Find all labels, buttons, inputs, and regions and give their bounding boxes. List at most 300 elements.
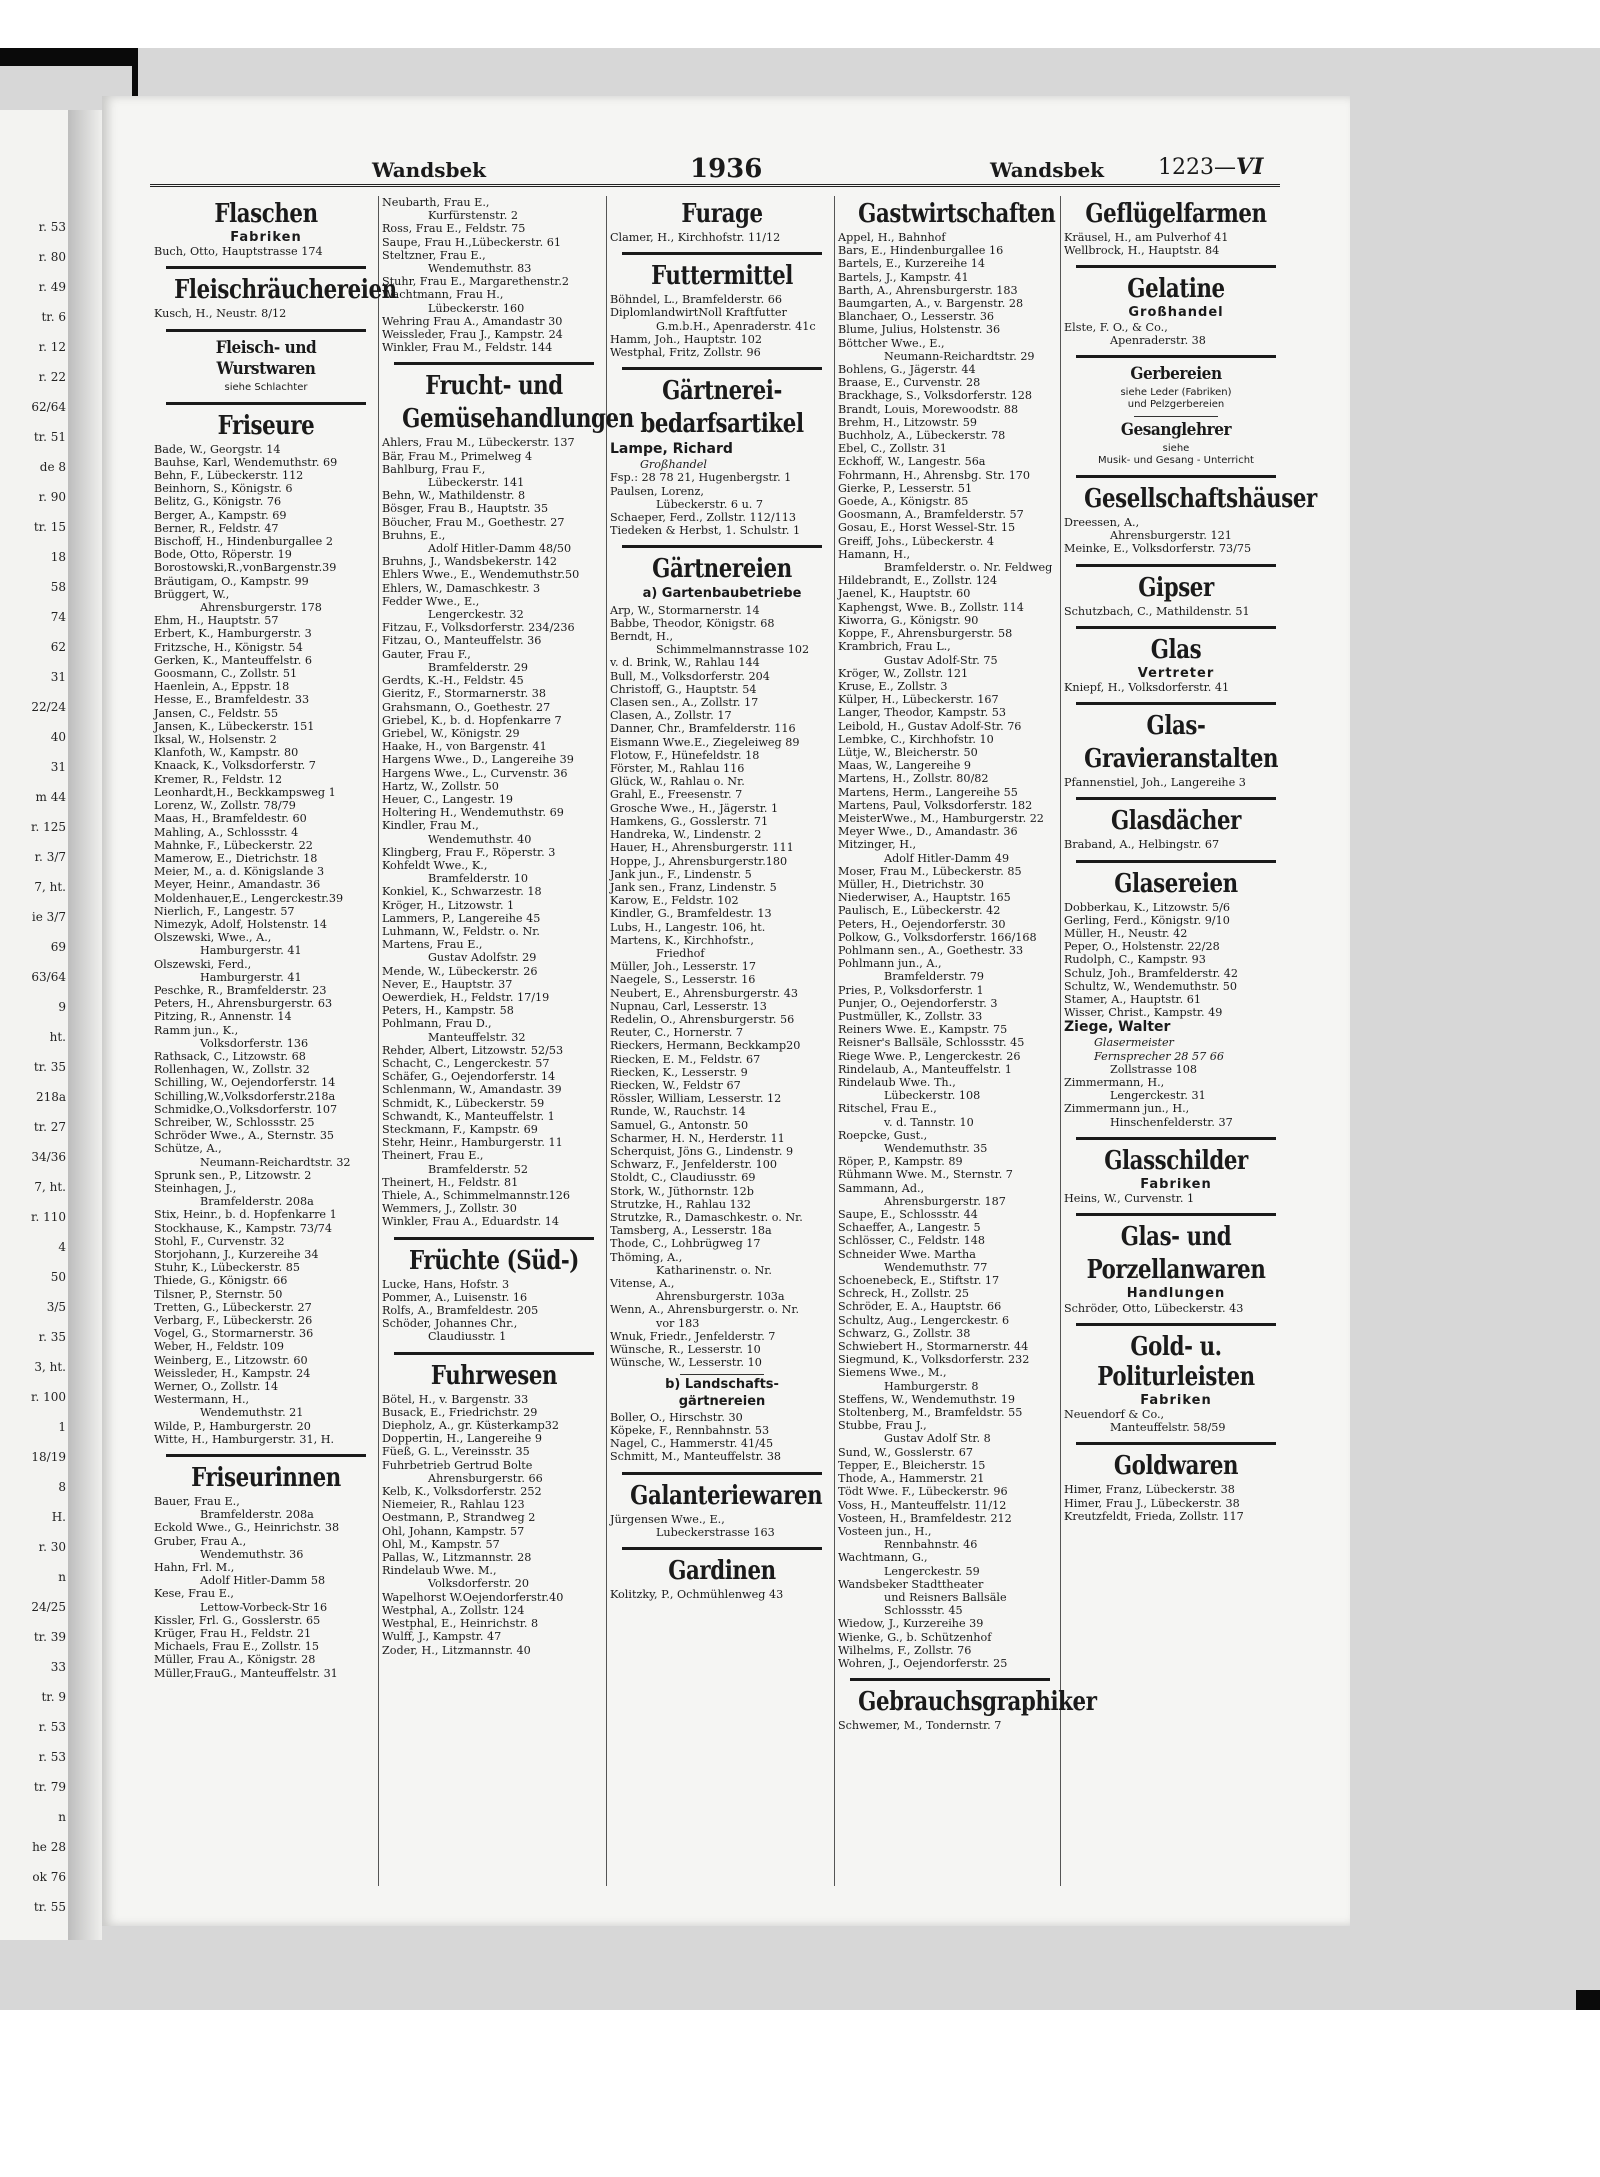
directory-entry: Riecken, W., Feldstr 67 [610,1078,741,1092]
left-page-text-fragment: 69 [50,940,66,954]
directory-entry: Peschke, R., Bramfelderstr. 23 [154,983,327,997]
directory-entry: Nimezyk, Adolf, Holstenstr. 14 [154,917,327,931]
left-page-text-fragment: 18 [50,550,66,564]
category-heading: Gebrauchsgraphiker [858,1687,1097,1718]
directory-entry: Reisner's Ballsäle, Schlossstr. 45 [838,1036,1025,1050]
section-rule [394,1352,594,1355]
directory-entry: Gerken, K., Manteuffelstr. 6 [154,653,313,667]
category-heading: Gärtnerei- [662,376,782,407]
entry-continuation: Bramfelderstr. o. Nr. Feldweg [884,561,1053,575]
directory-entry: Hargens Wwe., L., Curvenstr. 36 [382,766,568,780]
left-page-text-fragment: 50 [50,1270,66,1284]
directory-entry: Heins, W., Curvenstr. 1 [1064,1192,1195,1206]
entry-continuation: G.m.b.H., Apenraderstr. 41c [656,319,816,333]
directory-entry: Thode, C., Lohbrügweg 17 [610,1237,761,1251]
directory-entry: Pohlmann sen., A., Goethestr. 33 [838,943,1024,957]
directory-entry: Schoenebeck, E., Stiftstr. 17 [838,1274,1000,1288]
directory-entry: Wapelhorst W.Oejendorferstr.40 [382,1590,564,1604]
directory-entry: Pitzing, R., Annenstr. 14 [154,1010,292,1024]
directory-entry: Stuhr, K., Lübeckerstr. 85 [154,1261,300,1275]
left-page-text-fragment: r. 30 [38,1540,66,1554]
header-city-left: Wandsbek [372,158,487,182]
directory-entry: Oestmann, P., Strandweg 2 [382,1511,536,1525]
directory-entry: Reuter, C., Hornerstr. 7 [610,1026,744,1040]
directory-entry: Zoder, H., Litzmannstr. 40 [382,1643,531,1657]
directory-entry: Weber, H., Feldstr. 109 [154,1340,284,1354]
directory-entry: Iksal, W., Holsenstr. 2 [154,733,277,747]
directory-entry: Nagel, C., Hammerstr. 41/45 [610,1437,774,1451]
directory-entry: Brehm, H., Litzowstr. 59 [838,415,977,429]
directory-entry: Böttcher Wwe., E., [838,336,945,350]
section-rule [166,266,366,269]
directory-entry: Kruse, E., Zollstr. 3 [838,679,948,693]
directory-entry: Glück, W., Rahlau o. Nr. [610,775,745,789]
entry-continuation: Lübeckerstr. 6 u. 7 [656,497,764,511]
directory-entry: Siegmund, K., Volksdorferstr. 232 [838,1353,1030,1367]
entry-continuation: Bramfelderstr. 10 [428,872,529,886]
left-page-text-fragment: 8 [58,1480,66,1494]
page-number: 1223— [1158,155,1236,180]
directory-entry: Mitzinger, H., [838,838,917,852]
category-heading: Porzellanwaren [1086,1255,1266,1286]
directory-entry: Schwarz, G., Zollstr. 38 [838,1326,971,1340]
directory-entry: Goede, A., Königstr. 85 [838,495,969,509]
directory-entry: Scharmer, H. N., Herderstr. 11 [610,1131,785,1145]
left-page-text-fragment: 33 [50,1660,66,1674]
directory-entry: Schacht, C., Lengerckestr. 57 [382,1056,550,1070]
directory-entry: Mahnke, F., Lübeckerstr. 22 [154,838,313,852]
directory-entry: Paulisch, E., Lübeckerstr. 42 [838,904,1001,918]
minor-rule [680,1374,764,1375]
directory-entry: Wellbrock, H., Hauptstr. 84 [1064,244,1220,258]
directory-entry: Roepcke, Gust., [838,1128,928,1142]
advertiser-detail: Großhandel [640,458,707,472]
directory-entry: Fedder Wwe., E., [382,594,480,608]
directory-entry: Nierlich, F., Langestr. 57 [154,904,295,918]
cross-reference: und Pelzgerbereien [1127,399,1225,411]
left-page-text-fragment: 31 [50,760,66,774]
directory-entry: Ehlers Wwe., E., Wendemuthstr.50 [382,568,580,582]
directory-entry: Erbert, K., Hamburgerstr. 3 [154,627,312,641]
left-page-text-fragment: H. [51,1510,66,1524]
category-heading: Gemüsehandlungen [402,404,634,435]
directory-entry: Wnuk, Friedr., Jenfelderstr. 7 [610,1329,776,1343]
entry-continuation: Lübeckerstr. 108 [884,1089,981,1103]
section-rule [1076,797,1276,800]
category-heading: Gold- u. Politurleisten [1097,1331,1255,1392]
directory-entry: Tamsberg, A., Lesserstr. 18a [610,1224,772,1238]
directory-entry: Polkow, G., Volksdorferstr. 166/168 [838,930,1037,944]
directory-entry: Koppe, F., Ahrensburgerstr. 58 [838,627,1013,641]
cross-reference: Musik- und Gesang - Unterricht [1098,455,1254,467]
left-page-text-fragment: 7, ht. [34,880,66,894]
directory-entry: Saupe, E., Schlossstr. 44 [838,1208,978,1222]
directory-entry: Babbe, Theodor, Königstr. 68 [610,616,775,630]
directory-entry: Fuhrbetrieb Gertrud Bolte [382,1458,533,1472]
left-page-text-fragment: m 44 [35,790,66,804]
section-rule [622,252,822,255]
directory-entry: Kolitzky, P., Ochmühlenweg 43 [610,1588,784,1602]
directory-entry: Mamerow, E., Dietrichstr. 18 [154,851,318,865]
category-heading: Gardinen [668,1556,776,1587]
directory-entry: Schmidt, K., Lübeckerstr. 59 [382,1096,545,1110]
directory-entry: Wenn, A., Ahrensburgerstr. o. Nr. [610,1303,800,1317]
left-page-text-fragment: 58 [50,580,66,594]
left-page-text-fragment: tr. 27 [33,1120,66,1134]
directory-entry: Knaack, K., Volksdorferstr. 7 [154,759,316,773]
section-rule [1076,860,1276,863]
category-heading: Gerbereien [1130,364,1222,385]
directory-entry: Steffens, W., Wendemuthstr. 19 [838,1392,1016,1406]
entry-continuation: Apenraderstr. 38 [1110,333,1206,347]
directory-entry: Grahl, E., Freesenstr. 7 [610,788,743,802]
section-rule [1076,475,1276,478]
directory-entry: Stubbe, Frau J., [838,1419,927,1433]
section-heading: a) Gartenbaubetriebe [642,586,802,602]
directory-page [102,96,1350,1926]
category-heading: Glasschilder [1104,1145,1248,1176]
entry-continuation: Manteuffelstr. 58/59 [1110,1421,1226,1435]
directory-entry: Rudolph, C., Kampstr. 93 [1064,953,1206,967]
directory-entry: Peters, H., Oejendorferstr. 30 [838,917,1006,931]
directory-entry: Flotow, F., Hünefeldstr. 18 [610,748,760,762]
left-page-text-fragment: tr. 55 [33,1900,66,1914]
entry-continuation: Lengerckestr. 32 [428,608,524,622]
directory-entry: Meyer, Heinr., Amandastr. 36 [154,878,321,892]
directory-entry: Schultz, Aug., Lengerckestr. 6 [838,1313,1010,1327]
section-rule [1076,1442,1276,1445]
directory-entry: Martens, Paul, Volksdorferstr. 182 [838,798,1033,812]
category-heading: Glasdächer [1110,806,1242,837]
directory-entry: Kaphengst, Wwe. B., Zollstr. 114 [838,600,1024,614]
directory-entry: Lammers, P., Langereihe 45 [382,911,541,925]
directory-entry: Wünsche, R., Lesserstr. 10 [610,1343,761,1357]
left-page-text-fragment: r. 100 [31,1390,66,1404]
section-rule [622,367,822,370]
entry-continuation: Gustav Adolfstr. 29 [428,951,537,965]
directory-entry: Hildebrandt, E., Zollstr. 124 [838,574,998,588]
directory-entry: Punjer, O., Oejendorferstr. 3 [838,996,998,1010]
directory-entry: Westphal, E., Heinrichstr. 8 [382,1617,539,1631]
directory-entry: Behn, F., Lübeckerstr. 112 [154,469,304,483]
left-page-text-fragment: 218a [35,1090,66,1104]
directory-entry: Christoff, G., Hauptstr. 54 [610,682,757,696]
directory-entry: Rindelaub Wwe. M., [382,1564,497,1578]
left-page-text-fragment: 22/24 [31,700,66,714]
directory-entry: Never, E., Hauptstr. 37 [382,977,513,991]
directory-entry: Nupnau, Carl, Lesserstr. 13 [610,999,767,1013]
entry-continuation: Ahrensburgerstr. 187 [884,1194,1006,1208]
directory-entry: Pohlmann jun., A., [838,957,942,971]
section-rule [1076,1323,1276,1326]
entry-continuation: Bramfelderstr. 208a [200,1195,314,1209]
category-heading: Gesanglehrer [1120,420,1232,441]
directory-entry: Steinhagen, J., [154,1181,237,1195]
directory-entry: Karow, E., Feldstr. 102 [610,894,739,908]
left-page-text-fragment: he 28 [32,1840,66,1854]
directory-entry: Wandsbeker Stadttheater [838,1577,984,1591]
column-1 [154,196,397,1886]
directory-entry: Berndt, H., [610,630,674,644]
advertiser-detail: Glasermeister [1094,1036,1174,1050]
directory-entry: Oewerdiek, H., Feldstr. 17/19 [382,990,550,1004]
directory-entry: Schäfer, G., Oejendorferstr. 14 [382,1070,556,1084]
directory-entry: DiplomlandwirtNoll Kraftfutter [610,306,787,320]
left-page-text-fragment: 62/64 [31,400,66,414]
entry-continuation: Wendemuthstr. 77 [884,1260,988,1274]
entry-continuation: Wendemuthstr. 83 [428,262,532,276]
directory-entry: Blanchaer, O., Lesserstr. 36 [838,310,995,324]
directory-entry: Steltzner, Frau E., [382,248,486,262]
directory-entry: Maas, W., Langereihe 9 [838,759,971,773]
directory-entry: Berger, A., Kampstr. 69 [154,508,287,522]
directory-entry: Kreutzfeldt, Frieda, Zollstr. 117 [1064,1509,1244,1523]
entry-continuation: Volksdorferstr. 136 [200,1036,309,1050]
directory-entry: Doppertin, H., Langereihe 9 [382,1432,542,1446]
entry-continuation: Gustav Adolf-Str. 75 [884,653,998,667]
directory-entry: Voss, H., Manteuffelstr. 11/12 [838,1498,1007,1512]
directory-entry: Weinberg, E., Litzowstr. 60 [154,1353,308,1367]
category-subheading: Großhandel [1128,305,1224,321]
directory-entry: Stuhr, Frau E., Margarethenstr.2 [382,275,570,289]
category-heading: Gärtnereien [652,554,792,585]
entry-continuation: Neumann-Reichardtstr. 32 [200,1155,351,1169]
left-page-text-fragment: 7, ht. [34,1180,66,1194]
directory-entry: Fitzau, F., Volksdorferstr. 234/236 [382,621,575,635]
directory-entry: Martens, Frau E., [382,938,483,952]
entry-continuation: Lubeckerstrasse 163 [656,1525,775,1539]
directory-entry: Thiele, A., Schimmelmannstr.126 [382,1189,571,1203]
left-page-text-fragment: 62 [50,640,66,654]
directory-entry: Busack, E., Friedrichstr. 29 [382,1405,538,1419]
directory-entry: Holtering H., Wendemuthstr. 69 [382,806,564,820]
left-page-text-fragment: r. 3/7 [34,850,66,864]
section-rule [394,1237,594,1240]
advertiser-name: Lampe, Richard [610,441,733,458]
directory-entry: Pommer, A., Luisenstr. 16 [382,1290,528,1304]
directory-entry: Gierke, P., Lesserstr. 51 [838,481,973,495]
section-rule [622,1547,822,1550]
directory-entry: Berner, R., Feldstr. 47 [154,521,279,535]
directory-entry: Diepholz, A., gr. Küsterkamp32 [382,1419,559,1433]
directory-entry: Peper, O., Holstenstr. 22/28 [1064,940,1220,954]
directory-entry: Kissler, Frl. G., Gosslerstr. 65 [154,1613,321,1627]
directory-entry: Martens, K., Kirchhofstr., [610,933,754,947]
directory-entry: Kniepf, H., Volksdorferstr. 41 [1064,681,1230,695]
category-heading: Furage [681,199,763,229]
directory-entry: Rössler, William, Lesserstr. 12 [610,1092,782,1106]
directory-entry: Danner, Chr., Bramfelderstr. 116 [610,722,796,736]
directory-entry: Bär, Frau M., Primelweg 4 [382,449,533,463]
directory-entry: Jank sen., Franz, Lindenstr. 5 [610,880,777,894]
directory-entry: Bischoff, H., Hindenburgallee 2 [154,535,333,549]
directory-entry: Schröder, Otto, Lübeckerstr. 43 [1064,1301,1244,1315]
directory-entry: Schwarz, F., Jenfelderstr. 100 [610,1158,778,1172]
left-page-text-fragment: 34/36 [31,1150,66,1164]
category-heading: Frucht- und [425,371,563,402]
left-page-text-fragment: r. 53 [38,1750,66,1764]
directory-entry: Klingberg, Frau F., Röperstr. 3 [382,845,556,859]
entry-continuation: Hamburgerstr. 41 [200,970,302,984]
entry-continuation: v. d. Tannstr. 10 [884,1115,974,1129]
section-rule [1076,265,1276,268]
directory-entry: Moser, Frau M., Lübeckerstr. 85 [838,864,1022,878]
category-heading: Friseurinnen [191,1463,341,1494]
left-page-text-fragment: tr. 9 [41,1690,66,1704]
directory-entry: Bahlburg, Frau F., [382,462,486,476]
directory-entry: Olszewski, Wwe., A., [154,931,272,945]
directory-entry: Bötel, H., v. Bargenstr. 33 [382,1392,529,1406]
directory-entry: Wohren, J., Oejendorferstr. 25 [838,1656,1008,1670]
directory-entry: Goosmann, C., Zollstr. 51 [154,667,298,681]
directory-entry: Ehlers, W., Damaschkestr. 3 [382,581,541,595]
directory-entry: Schulz, Joh., Bramfelderstr. 42 [1064,966,1239,980]
directory-entry: Schröder, E. A., Hauptstr. 66 [838,1300,1002,1314]
entry-continuation: Wendemuthstr. 21 [200,1406,304,1420]
directory-entry: Schütze, A., [154,1142,222,1156]
section-rule [622,1472,822,1475]
directory-entry: Sammann, Ad., [838,1181,925,1195]
directory-entry: Förster, M., Rahlau 116 [610,762,745,776]
directory-entry: Eckhoff, W., Langestr. 56a [838,455,986,469]
directory-entry: Brackhage, S., Volksdorferstr. 128 [838,389,1033,403]
directory-entry: Kindler, Frau M., [382,819,479,833]
directory-entry: Stehr, Heinr., Hamburgerstr. 11 [382,1136,563,1150]
left-page-text-fragment: 1 [58,1420,66,1434]
directory-entry: Brüggert, W., [154,587,230,601]
entry-continuation: Lettow-Vorbeck-Str 16 [200,1600,328,1614]
directory-entry: Eismann Wwe.E., Ziegeleiweg 89 [610,735,800,749]
left-page-text-fragment: ok 76 [32,1870,66,1884]
category-heading: bedarfsartikel [640,409,804,440]
category-heading: Gelatine [1127,274,1225,305]
directory-entry: Sprunk sen., P., Litzowstr. 2 [154,1168,312,1182]
directory-entry: Füeß, G. L., Vereinsstr. 35 [382,1445,530,1459]
directory-entry: Buchholz, A., Lübeckerstr. 78 [838,429,1006,443]
left-page-text-fragment: tr. 6 [41,310,66,324]
directory-entry: Wiedow, J., Kurzereihe 39 [838,1617,984,1631]
directory-entry: Pries, P., Volksdorferstr. 1 [838,983,984,997]
directory-entry: Beinhorn, S., Königstr. 6 [154,482,293,496]
entry-continuation: Schlossstr. 45 [884,1604,963,1618]
entry-continuation: Lengerckestr. 31 [1110,1089,1206,1103]
directory-entry: Wehring Frau A., Amandastr 30 [382,314,563,328]
header-city-right: Wandsbek [990,158,1105,182]
section-rule [166,329,366,332]
directory-entry: Schilling, W., Oejendorferstr. 14 [154,1076,336,1090]
directory-entry: Fitzau, O., Manteuffelstr. 36 [382,634,542,648]
directory-entry: Wienke, G., b. Schützenhof [838,1630,992,1644]
directory-entry: Scherquist, Jöns G., Lindenstr. 9 [610,1144,794,1158]
cross-reference: siehe Leder (Fabriken) [1120,387,1232,399]
directory-entry: Rühmann Wwe. M., Sternstr. 7 [838,1168,1013,1182]
directory-entry: Eckold Wwe., G., Heinrichstr. 38 [154,1521,340,1535]
column-4 [838,196,1097,1886]
directory-entry: Stohl, F., Curvenstr. 32 [154,1234,285,1248]
directory-entry: Schreiber, W., Schlossstr. 25 [154,1115,315,1129]
directory-entry: Mende, W., Lübeckerstr. 26 [382,964,538,978]
directory-entry: Köpeke, F., Rennbahnstr. 53 [610,1424,770,1438]
directory-entry: Elste, F. O., & Co., [1064,320,1168,334]
directory-entry: Ehm, H., Hauptstr. 57 [154,614,279,628]
directory-entry: Stoltenberg, M., Bramfeldstr. 55 [838,1406,1023,1420]
directory-entry: Westermann, H., [154,1393,250,1407]
directory-entry: Ritschel, Frau E., [838,1102,937,1116]
cross-reference: siehe [1162,443,1190,455]
category-heading: Fleischräuchereien [174,275,397,306]
directory-entry: Meinke, E., Volksdorferstr. 73/75 [1064,542,1252,556]
directory-entry: Olszewski, Ferd., [154,957,252,971]
directory-entry: Zimmermann, H., [1064,1076,1165,1090]
category-heading: Geflügelfarmen [1085,199,1267,229]
directory-entry: Appel, H., Bahnhof [838,231,946,244]
category-heading: Glasereien [1114,868,1238,899]
directory-entry: Bräutigam, O., Kampstr. 99 [154,574,309,588]
directory-entry: Verbarg, F., Lübeckerstr. 26 [154,1314,313,1328]
directory-entry: Schwemer, M., Tondernstr. 7 [838,1719,1002,1733]
directory-entry: Schaeffer, A., Langestr. 5 [838,1221,981,1235]
directory-entry: Stoldt, C., Claudiusstr. 69 [610,1171,756,1185]
directory-entry: Rieckers, Hermann, Beckkamp20 [610,1039,801,1053]
directory-entry: Kröger, H., Litzowstr. 1 [382,898,515,912]
category-heading: Gravieranstalten [1084,744,1279,775]
entry-continuation: Ahrensburgerstr. 121 [1110,529,1232,543]
left-page-text-fragment: r. 125 [31,820,66,834]
section-rule [1076,702,1276,705]
directory-entry: Thiede, G., Königstr. 66 [154,1274,288,1288]
directory-entry: Naegele, S., Lesserstr. 16 [610,973,756,987]
directory-entry: Gauter, Frau F., [382,647,471,661]
directory-entry: Strutzke, H., Rahlau 132 [610,1197,751,1211]
entry-continuation: Zollstrasse 108 [1110,1062,1197,1076]
directory-entry: Martens, Herm., Langereihe 55 [838,785,1018,799]
directory-entry: Jansen, C., Feldstr. 55 [154,706,279,720]
directory-entry: Riecken, K., Lesserstr. 9 [610,1065,748,1079]
directory-entry: Schilling,W.,Volksdorferstr.218a [154,1089,336,1103]
section-rule [1076,564,1276,567]
directory-entry: Bade, W., Georgstr. 14 [154,442,281,456]
directory-entry: Kindler, G., Bramfeldestr. 13 [610,907,772,921]
directory-entry: Röper, P., Kampstr. 89 [838,1155,963,1169]
directory-entry: Luhmann, W., Feldstr. o. Nr. [382,924,540,938]
directory-entry: Brandt, Louis, Morewoodstr. 88 [838,402,1019,416]
directory-entry: Kröger, W., Zollstr. 121 [838,666,969,680]
directory-entry: Hauer, H., Ahrensburgerstr. 111 [610,841,794,855]
directory-entry: Hargens Wwe., D., Langereihe 39 [382,753,574,767]
directory-entry: Müller, H., Neustr. 42 [1064,927,1188,941]
category-subheading: Handlungen [1126,1286,1226,1302]
directory-entry: Kiworra, G., Königstr. 90 [838,613,979,627]
directory-entry: Lubs, H., Langestr. 106, ht. [610,920,766,934]
left-page-text-fragment: tr. 51 [33,430,66,444]
directory-entry: Wachtmann, Frau H., [382,288,504,302]
directory-entry: Moldenhauer,E., Lengerckestr.39 [154,891,344,905]
directory-entry: Schaeper, Ferd., Zollstr. 112/113 [610,511,796,525]
directory-entry: Stamer, A., Hauptstr. 61 [1064,993,1202,1007]
directory-entry: Bartels, E., Kurzereihe 14 [838,257,985,271]
directory-entry: Tretten, G., Lübeckerstr. 27 [154,1300,312,1314]
directory-entry: v. d. Brink, W., Rahlau 144 [610,656,760,670]
directory-entry: Stix, Heinr., b. d. Hopfenkarre 1 [154,1208,337,1222]
directory-entry: Hoppe, J., Ahrensburgerstr.180 [610,854,788,868]
advertiser-name: Ziege, Walter [1064,1019,1171,1036]
section-rule [166,1454,366,1457]
entry-continuation: Gustav Adolf Str. 8 [884,1432,991,1446]
directory-entry: Schmidke,O.,Volksdorferstr. 107 [154,1102,338,1116]
directory-entry: Winkler, Frau M., Feldstr. 144 [382,341,553,355]
directory-entry: Fohrmann, H., Ahrensbg. Str. 170 [838,468,1031,482]
entry-continuation: Kurfürstenstr. 2 [428,209,519,223]
